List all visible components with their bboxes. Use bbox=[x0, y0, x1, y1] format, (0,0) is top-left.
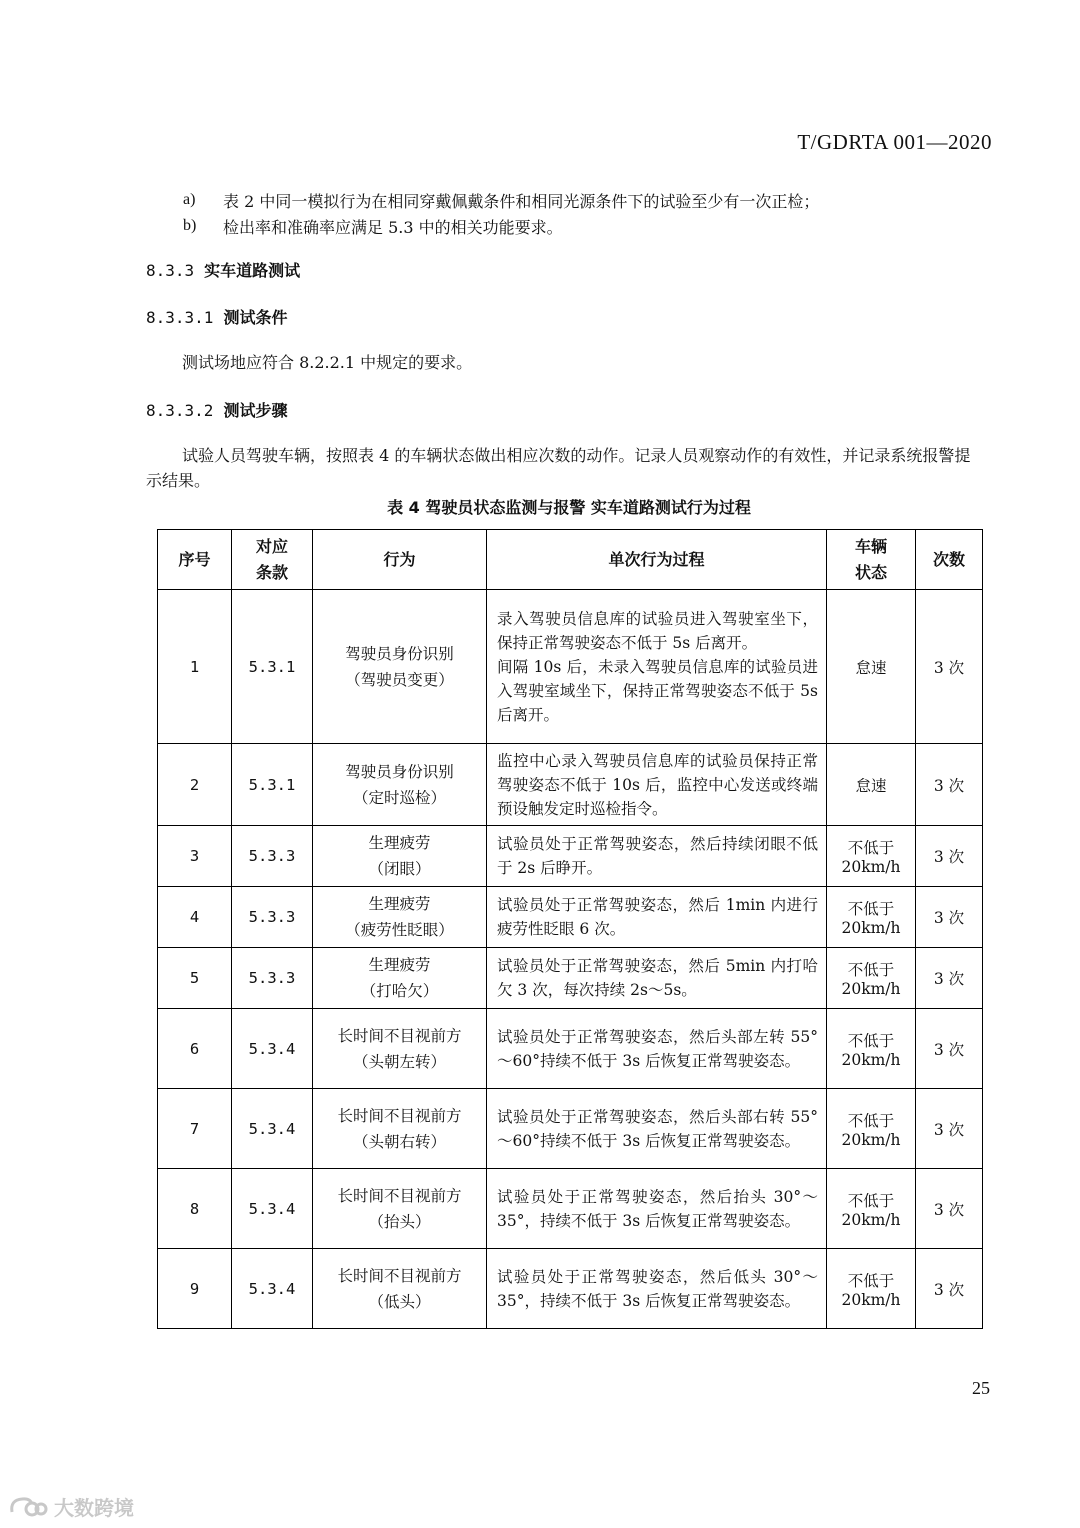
section-heading-8-3-3-2 bbox=[146, 398, 287, 421]
behavior-line1: 长时间不目视前方 bbox=[337, 1026, 462, 1045]
table-row bbox=[158, 826, 983, 887]
standard-number: T/GDRTA 001—2020 bbox=[797, 130, 992, 154]
cell-clause: 5.3.4 bbox=[232, 1249, 313, 1329]
header-no: 序号 bbox=[158, 530, 232, 590]
page-number: 25 bbox=[972, 1378, 990, 1398]
behavior-line1: 生理疲劳 bbox=[368, 834, 431, 852]
list-text: 表 2 中同一模拟行为在相同穿戴佩戴条件和相同光源条件下的试验至少有一次正检； bbox=[223, 191, 820, 211]
process-text: 录入驾驶员信息库的试验员进入驾驶室坐下，保持正常驾驶姿态不低于 5s 后离开。 bbox=[497, 609, 818, 652]
cell-behavior bbox=[313, 1249, 487, 1329]
cell-behavior bbox=[313, 948, 487, 1009]
cell-count: 3 次 bbox=[916, 744, 983, 826]
table-row bbox=[158, 1169, 983, 1249]
cell-vehicle-state: 不低于 20km/h bbox=[827, 1169, 916, 1249]
behavior-line1: 驾驶员身份识别 bbox=[345, 762, 454, 781]
header-clause bbox=[232, 530, 313, 590]
cell-count: 3 次 bbox=[916, 826, 983, 887]
cell-vehicle-state: 不低于 20km/h bbox=[827, 826, 916, 887]
cell-process: 试验员处于正常驾驶姿态，然后 5min 内打哈欠 3 次，每次持续 2s～5s。 bbox=[487, 948, 827, 1009]
behavior-line2: （头朝左转） bbox=[352, 1052, 446, 1071]
behavior-line1: 驾驶员身份识别 bbox=[345, 644, 454, 663]
table-row bbox=[158, 887, 983, 948]
cell-process: 试验员处于正常驾驶姿态，然后抬头 30°～35°，持续不低于 3s 后恢复正常驾驶姿态。 bbox=[487, 1169, 827, 1249]
table-row bbox=[158, 590, 983, 744]
cell-clause: 5.3.3 bbox=[232, 948, 313, 1009]
header-clause-line1: 对应 bbox=[255, 536, 288, 556]
cell-process bbox=[487, 590, 827, 744]
cell-count: 3 次 bbox=[916, 1089, 983, 1169]
header-clause-line2: 条款 bbox=[255, 562, 288, 582]
cell-process: 试验员处于正常驾驶姿态，然后持续闭眼不低于 2s 后睁开。 bbox=[487, 826, 827, 887]
table-row bbox=[158, 1089, 983, 1169]
cell-behavior bbox=[313, 1169, 487, 1249]
list-item bbox=[183, 213, 983, 239]
cell-clause: 5.3.4 bbox=[232, 1089, 313, 1169]
paragraph-test-steps: 试验人员驾驶车辆，按照表 4 的车辆状态做出相应次数的动作。记录人员观察动作的有效性，并记录系统报警提示结果。 bbox=[146, 446, 971, 490]
section-title: 测试步骤 bbox=[223, 401, 288, 420]
behavior-line1: 长时间不目视前方 bbox=[337, 1106, 462, 1125]
cell-vehicle-state: 怠速 bbox=[827, 590, 916, 744]
behavior-line2: （打哈欠） bbox=[360, 982, 439, 1000]
cell-behavior bbox=[313, 1089, 487, 1169]
cell-vehicle-state: 不低于 20km/h bbox=[827, 1009, 916, 1089]
cell-clause: 5.3.4 bbox=[232, 1169, 313, 1249]
section-heading-8-3-3-1 bbox=[146, 305, 287, 328]
cell-process: 试验员处于正常驾驶姿态，然后头部右转 55°～60°持续不低于 3s 后恢复正常驾驶姿态。 bbox=[487, 1089, 827, 1169]
behavior-line1: 长时间不目视前方 bbox=[337, 1266, 462, 1285]
header-state-line2: 状态 bbox=[854, 562, 887, 582]
cell-no: 9 bbox=[158, 1249, 232, 1329]
section-heading-8-3-3 bbox=[146, 258, 300, 281]
watermark-text: 大数跨境 bbox=[54, 1496, 134, 1520]
section-title: 实车道路测试 bbox=[204, 261, 301, 280]
cell-clause: 5.3.1 bbox=[232, 590, 313, 744]
behavior-line2: （抬头） bbox=[368, 1212, 431, 1231]
header-state bbox=[827, 530, 916, 590]
requirement-list bbox=[183, 187, 983, 239]
header-count: 次数 bbox=[916, 530, 983, 590]
cell-behavior bbox=[313, 1009, 487, 1089]
header-behavior: 行为 bbox=[313, 530, 487, 590]
cell-count: 3 次 bbox=[916, 1009, 983, 1089]
behavior-line2: （定时巡检） bbox=[352, 788, 446, 807]
list-item bbox=[183, 187, 983, 213]
cell-no: 3 bbox=[158, 826, 232, 887]
table-row bbox=[158, 744, 983, 826]
behavior-line2: （低头） bbox=[368, 1292, 431, 1311]
behavior-line1: 长时间不目视前方 bbox=[337, 1186, 462, 1205]
cell-no: 2 bbox=[158, 744, 232, 826]
cell-clause: 5.3.1 bbox=[232, 744, 313, 826]
table-row bbox=[158, 948, 983, 1009]
cell-no: 8 bbox=[158, 1169, 232, 1249]
watermark-logo-icon bbox=[8, 1494, 48, 1520]
table-header-row bbox=[158, 530, 983, 590]
cell-count: 3 次 bbox=[916, 887, 983, 948]
cell-count: 3 次 bbox=[916, 948, 983, 1009]
cell-vehicle-state: 不低于 20km/h bbox=[827, 887, 916, 948]
cell-process: 试验员处于正常驾驶姿态，然后低头 30°～35°，持续不低于 3s 后恢复正常驾驶姿态。 bbox=[487, 1249, 827, 1329]
behavior-line2: （驾驶员变更） bbox=[345, 670, 454, 689]
behavior-line1: 生理疲劳 bbox=[368, 956, 431, 974]
section-number: 8.3.3.2 bbox=[146, 401, 214, 420]
section-number: 8.3.3 bbox=[146, 261, 195, 280]
cell-process: 试验员处于正常驾驶姿态，然后头部左转 55°～60°持续不低于 3s 后恢复正常驾驶姿态。 bbox=[487, 1009, 827, 1089]
cell-clause: 5.3.3 bbox=[232, 826, 313, 887]
header-process: 单次行为过程 bbox=[487, 530, 827, 590]
section-title: 测试条件 bbox=[223, 308, 288, 327]
cell-process: 试验员处于正常驾驶姿态，然后 1min 内进行疲劳性眨眼 6 次。 bbox=[487, 887, 827, 948]
behavior-table bbox=[157, 529, 983, 1329]
cell-count: 3 次 bbox=[916, 590, 983, 744]
cell-no: 5 bbox=[158, 948, 232, 1009]
list-text: 检出率和准确率应满足 5.3 中的相关功能要求。 bbox=[223, 217, 563, 237]
cell-vehicle-state: 怠速 bbox=[827, 744, 916, 826]
cell-no: 6 bbox=[158, 1009, 232, 1089]
cell-behavior bbox=[313, 887, 487, 948]
watermark bbox=[8, 1492, 134, 1521]
cell-vehicle-state: 不低于 20km/h bbox=[827, 948, 916, 1009]
cell-clause: 5.3.4 bbox=[232, 1009, 313, 1089]
cell-vehicle-state: 不低于 20km/h bbox=[827, 1089, 916, 1169]
paragraph-test-conditions: 测试场地应符合 8.2.2.1 中规定的要求。 bbox=[182, 353, 473, 372]
list-mark: a) bbox=[183, 191, 196, 208]
cell-no: 7 bbox=[158, 1089, 232, 1169]
process-text: 间隔 10s 后，未录入驾驶员信息库的试验员进入驾驶室域坐下，保持正常驾驶姿态不低于 5s 后离开。 bbox=[497, 657, 818, 724]
cell-count: 3 次 bbox=[916, 1249, 983, 1329]
cell-behavior bbox=[313, 744, 487, 826]
behavior-line2: （疲劳性眨眼） bbox=[345, 921, 454, 939]
header-state-line1: 车辆 bbox=[854, 536, 887, 556]
behavior-line1: 生理疲劳 bbox=[368, 895, 431, 913]
behavior-line2: （头朝右转） bbox=[352, 1132, 446, 1151]
section-number: 8.3.3.1 bbox=[146, 308, 214, 327]
cell-count: 3 次 bbox=[916, 1169, 983, 1249]
cell-no: 1 bbox=[158, 590, 232, 744]
cell-vehicle-state: 不低于 20km/h bbox=[827, 1249, 916, 1329]
table-title: 表 4 驾驶员状态监测与报警 实车道路测试行为过程 bbox=[387, 498, 751, 517]
list-mark: b) bbox=[183, 217, 197, 234]
cell-behavior bbox=[313, 590, 487, 744]
cell-no: 4 bbox=[158, 887, 232, 948]
cell-clause: 5.3.3 bbox=[232, 887, 313, 948]
table-row bbox=[158, 1009, 983, 1089]
cell-behavior bbox=[313, 826, 487, 887]
behavior-line2: （闭眼） bbox=[368, 860, 431, 878]
table-row bbox=[158, 1249, 983, 1329]
cell-process: 监控中心录入驾驶员信息库的试验员保持正常驾驶姿态不低于 10s 后，监控中心发送或终端预设触发定时巡检指令。 bbox=[487, 744, 827, 826]
